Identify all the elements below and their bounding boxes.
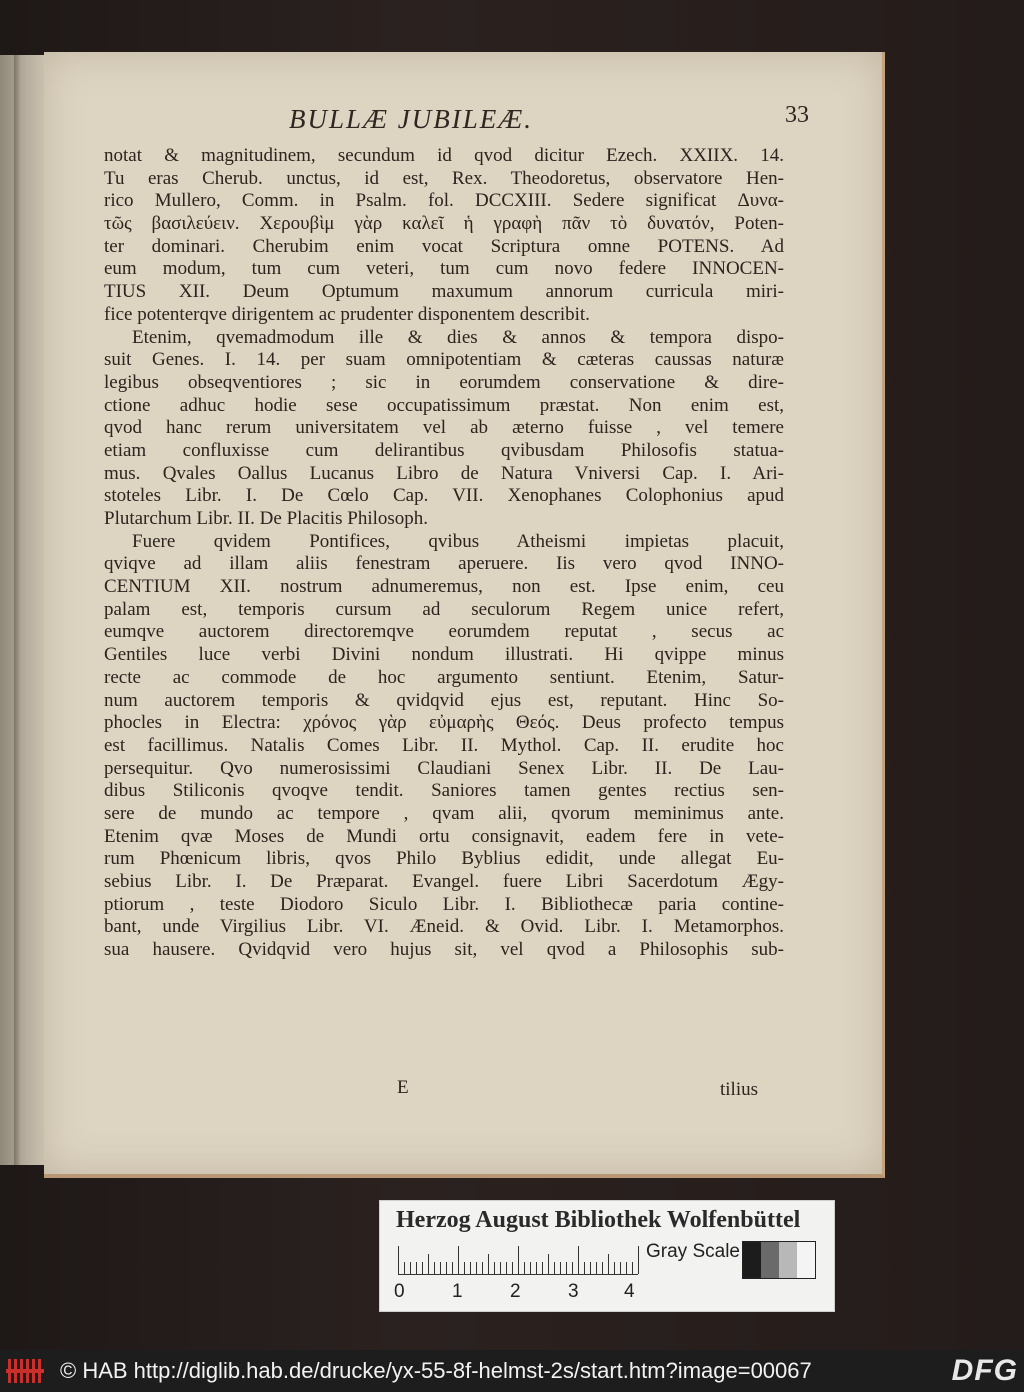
- ruler-tick: [578, 1246, 579, 1274]
- ruler-tick: [410, 1262, 411, 1274]
- ruler-tick: [590, 1262, 591, 1274]
- ruler-tick: [602, 1262, 603, 1274]
- book-page: [44, 52, 885, 1178]
- ruler-tick: [464, 1262, 465, 1274]
- ruler-tick: [584, 1262, 585, 1274]
- text-line: est facillimus. Natalis Comes Libr. II. Mythol. Cap. II. erudite hoc: [104, 734, 784, 756]
- ruler-tick: [620, 1262, 621, 1274]
- text-line: eumqve auctorem directoremqve eorumdem reputat , secus ac: [104, 621, 784, 643]
- running-title: BULLÆ JUBILEÆ.: [289, 104, 534, 134]
- ruler-tick: [488, 1254, 489, 1274]
- ruler-number: 2: [510, 1281, 521, 1302]
- ruler-tick: [446, 1262, 447, 1274]
- text-line: ctione adhuc hodie sese occupatissimum præstat. Non enim est,: [104, 394, 784, 416]
- ruler-tick: [536, 1262, 537, 1274]
- ruler-tick: [482, 1262, 483, 1274]
- ruler-tick: [524, 1262, 525, 1274]
- text-line: stoteles Libr. I. De Cœlo Cap. VII. Xenophanes Colophonius apud: [104, 485, 784, 507]
- copyright-url[interactable]: © HAB http://diglib.hab.de/drucke/yx-55-8f-helmst-2s/start.htm?image=00067: [60, 1358, 812, 1383]
- ruler-tick: [542, 1262, 543, 1274]
- ruler-tick: [554, 1262, 555, 1274]
- page-number: 33: [785, 102, 809, 128]
- text-line: Plutarchum Libr. II. De Placitis Philosoph.: [104, 508, 429, 529]
- text-line: Etenim, qvemadmodum ille & dies & annos & tempora dispo-: [132, 326, 784, 348]
- ruler-tick: [638, 1246, 639, 1274]
- text-line: ptiorum , teste Diodoro Siculo Libr. I. Bibliothecæ paria contine-: [104, 893, 784, 915]
- text-line: legibus obseqventiores ; sic in eorumdem conservatione & dire-: [104, 371, 784, 393]
- binding-strip: [14, 55, 20, 1165]
- text-line: sua hausere. Qvidqvid vero hujus sit, vel qvod a Philosophis sub-: [104, 939, 784, 961]
- ruler-tick: [626, 1262, 627, 1274]
- gray-swatch-cell: [743, 1242, 761, 1278]
- ruler-number: 3: [568, 1281, 579, 1302]
- gray-scale-label: Gray Scale: [646, 1241, 740, 1262]
- text-line: notat & magnitudinem, secundum id qvod dicitur Ezech. XXIIX. 14.: [104, 145, 784, 166]
- footer-bar: [0, 1350, 1024, 1392]
- text-line: eum modum, tum cum veteri, tum cum novo federe INNOCEN-: [104, 258, 784, 280]
- text-line: Tu eras Cherub. unctus, id est, Rex. Theodoretus, observatore Hen-: [104, 167, 784, 189]
- text-line: τῶς βασιλεύειν. Χερουβὶμ γὰρ καλεῖ ἡ γραφὴ πᾶν τὸ δυνατόν, Poten-: [104, 213, 784, 235]
- text-line: Etenim qvæ Moses de Mundi ortu consignavit, eadem fere in vete-: [104, 825, 784, 847]
- ruler-tick: [506, 1262, 507, 1274]
- catchword: tilius: [720, 1079, 759, 1100]
- text-line: CENTIUM XII. nostrum adnumeremus, non est. Ipse enim, ceu: [104, 576, 784, 598]
- library-color-target: [379, 1200, 835, 1312]
- ruler-tick: [560, 1262, 561, 1274]
- text-line: Gentiles luce verbi Divini nondum illustrati. Hi qvippe minus: [104, 644, 784, 666]
- gray-scale-swatch: [742, 1241, 816, 1279]
- ruler-tick: [530, 1262, 531, 1274]
- text-line: qvod hanc rerum universitatem vel ab æterno fuisse , vel temere: [104, 417, 784, 439]
- text-line: fice potenterqve dirigentem ac prudenter disponentem describit.: [104, 303, 590, 325]
- ruler-tick: [572, 1262, 573, 1274]
- hab-logo-icon: [6, 1356, 46, 1386]
- page-header: [289, 104, 809, 144]
- text-line: sere de mundo ac tempore , qvam alii, qvorum meminimus ante.: [104, 802, 784, 824]
- ruler-tick: [428, 1254, 429, 1274]
- text-line: sebius Libr. I. De Præparat. Evangel. fuere Libri Sacerdotum Ægy-: [104, 871, 784, 892]
- ruler-tick: [440, 1262, 441, 1274]
- signature-mark: E: [397, 1077, 409, 1098]
- gray-swatch-cell: [797, 1242, 815, 1278]
- library-name: Herzog August Bibliothek Wolfenbüttel: [396, 1207, 801, 1233]
- ruler-tick: [452, 1262, 453, 1274]
- scale-ruler: [398, 1246, 638, 1275]
- ruler-tick: [458, 1246, 459, 1274]
- gray-swatch-cell: [779, 1242, 797, 1278]
- text-line: qviqve ad illam aliis fenestram aperuere. Iis vero qvod INNO-: [104, 553, 784, 575]
- text-line: palam est, temporis cursum ad seculorum Regem unice refert,: [104, 598, 784, 620]
- text-line: dibus Stiliconis qvoqve tendit. Saniores tamen gentes rectius sen-: [104, 780, 784, 802]
- ruler-tick: [404, 1262, 405, 1274]
- text-line: bant, unde Virgilius Libr. VI. Æneid. & Ovid. Libr. I. Metamorphos.: [104, 916, 784, 938]
- ruler-tick: [548, 1254, 549, 1274]
- ruler-tick: [632, 1262, 633, 1274]
- ruler-tick: [422, 1262, 423, 1274]
- text-line: TIUS XII. Deum Optumum maxumum annorum curricula miri-: [104, 281, 784, 303]
- ruler-number: 1: [452, 1281, 463, 1302]
- ruler-tick: [434, 1262, 435, 1274]
- ruler-tick: [608, 1254, 609, 1274]
- ruler-tick: [614, 1262, 615, 1274]
- ruler-tick: [596, 1262, 597, 1274]
- ruler-tick: [566, 1262, 567, 1274]
- ruler-tick: [470, 1262, 471, 1274]
- ruler-tick: [494, 1262, 495, 1274]
- ruler-number: 0: [394, 1281, 405, 1302]
- ruler-tick: [416, 1262, 417, 1274]
- text-line: recte ac commode de hoc argumento sentiunt. Etenim, Satur-: [104, 666, 784, 688]
- text-line: Fuere qvidem Pontifices, qvibus Atheismi impietas placuit,: [132, 530, 784, 552]
- text-line: rum Phœnicum libris, qvos Philo Byblius edidit, unde allegat Eu-: [104, 848, 784, 870]
- dfg-logo: DFG: [951, 1354, 1018, 1387]
- ruler-tick: [398, 1246, 399, 1274]
- text-line: rico Mullero, Comm. in Psalm. fol. DCCXIII. Sedere significat Δυνα-: [104, 190, 784, 212]
- ruler-number: 4: [624, 1281, 635, 1302]
- text-line: persequitur. Qvo numerosissimi Claudiani Senex Libr. II. De Lau-: [104, 757, 784, 779]
- ruler-tick: [500, 1262, 501, 1274]
- text-line: num auctorem temporis & qvidqvid ejus est, reputant. Hinc So-: [104, 689, 784, 711]
- text-line: phocles in Electra: χρόνος γὰρ εὐμαρὴς Θεός. Deus profecto tempus: [104, 712, 784, 734]
- gray-swatch-cell: [761, 1242, 779, 1278]
- text-line: ter dominari. Cherubim enim vocat Scriptura omne POTENS. Ad: [104, 235, 784, 257]
- body-text: [104, 145, 784, 962]
- text-line: mus. Qvales Oallus Lucanus Libro de Natura Vniversi Cap. I. Ari-: [104, 462, 784, 484]
- ruler-tick: [518, 1246, 519, 1274]
- text-line: etiam confluxisse cum delirantibus qvibusdam Philosofis statua-: [104, 439, 784, 461]
- text-line: suit Genes. I. 14. per suam omnipotentiam & cæteras caussas naturæ: [104, 349, 784, 371]
- ruler-tick: [476, 1262, 477, 1274]
- ruler-tick: [512, 1262, 513, 1274]
